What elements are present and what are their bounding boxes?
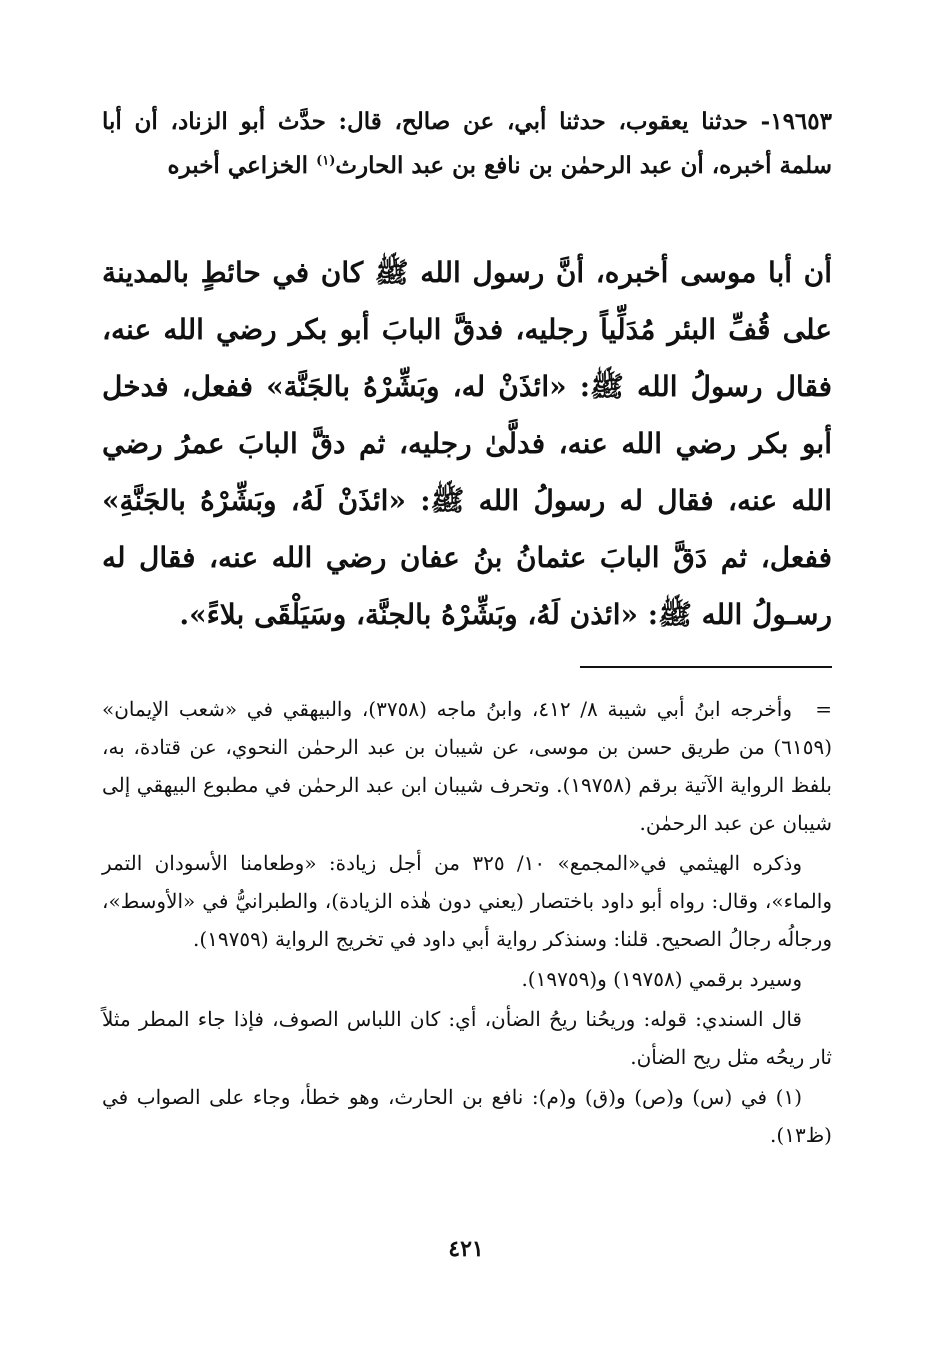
continuation-mark: = xyxy=(815,697,832,721)
footnote-paragraph: (١) في (س) و(ص) و(ق) و(م): نافع بن الحارث، وهو خطأ، وجاء على الصواب في (ظ١٣). xyxy=(102,1085,832,1147)
footnote-paragraph: قال السندي: قوله: وريحُنا ريحُ الضأن، أي: كان اللباس الصوف، فإذا جاء المطر مثلاً ثار ريحُه مثل ريح الضأن. xyxy=(102,1007,832,1069)
isnad-text: حدثنا يعقوب، حدثنا أبي، عن صالح، قال: حدَّث أبو الزناد، أن أبا سلمة أخبره، أن عبد الرحمٰن بن نافع بن عبد الحارث xyxy=(102,108,832,179)
footnote-paragraph xyxy=(102,690,832,842)
hadith-number: ١٩٦٥٣- xyxy=(760,108,832,135)
footnote-divider xyxy=(580,666,832,668)
page-number: ٤٢١ xyxy=(448,1236,484,1262)
isnad-end: الخزاعي أخبره xyxy=(167,152,309,179)
footnotes-section xyxy=(102,690,832,1156)
footnote-ref: (١) xyxy=(316,153,336,169)
hadith-isnad xyxy=(102,100,832,188)
hadith-matn: أن أبا موسى أخبره، أنَّ رسول الله ﷺ كان في حائطٍ بالمدينة على قُفِّ البئر مُدَلِّياً رجليه، فدقَّ البابَ أبو بكر رضي الله عنه، فقال رسولُ الله ﷺ: «ائذَنْ له، وبَشِّرْهُ بالجَنَّة» ففعل، فدخل أبو بكر رضي الله عنه، فدلَّىٰ رجليه، ثم دقَّ البابَ عمرُ رضي الله عنه، فقال له رسولُ الله ﷺ: «ائذَنْ لَهُ، وبَشِّرْهُ بالجَنَّةِ» ففعل، ثم دَقَّ البابَ عثمانُ بنُ عفان رضي الله عنه، فقال له رسـولُ الله ﷺ: «ائذن لَهُ، وبَشِّرْهُ بالجنَّة، وسَيَلْقَى بلاءً». xyxy=(102,256,832,631)
footnote-text: وأخرجه ابنُ أبي شيبة ٨/ ٤١٢، وابنُ ماجه (٣٧٥٨)، والبيهقي في «شعب الإيمان» (٦١٥٩) من طريق حسن بن موسى، عن شيبان بن عبد الرحمٰن النحوي، عن قتادة، به، بلفظ الرواية الآتية برقم (١٩٧٥٨). وتحرف شيبان ابن عبد الرحمٰن في مطبوع البيهقي إلى شيبان عن عبد الرحمٰن. xyxy=(102,697,832,835)
footnote-paragraph: وسيرد برقمي (١٩٧٥٨) و(١٩٧٥٩). xyxy=(521,967,802,991)
footnote-paragraph: وذكره الهيثمي في«المجمع» ١٠/ ٣٢٥ من أجل زيادة: «وطعامنا الأسودان التمر والماء»، وقال: رواه أبو داود باختصار (يعني دون هٰذه الزيادة)، والطبرانيُّ في «الأوسط»، ورجالُه رجالُ الصحيح. قلنا: وسنذكر رواية أبي داود في تخريج الرواية (١٩٧٥٩). xyxy=(102,851,832,951)
